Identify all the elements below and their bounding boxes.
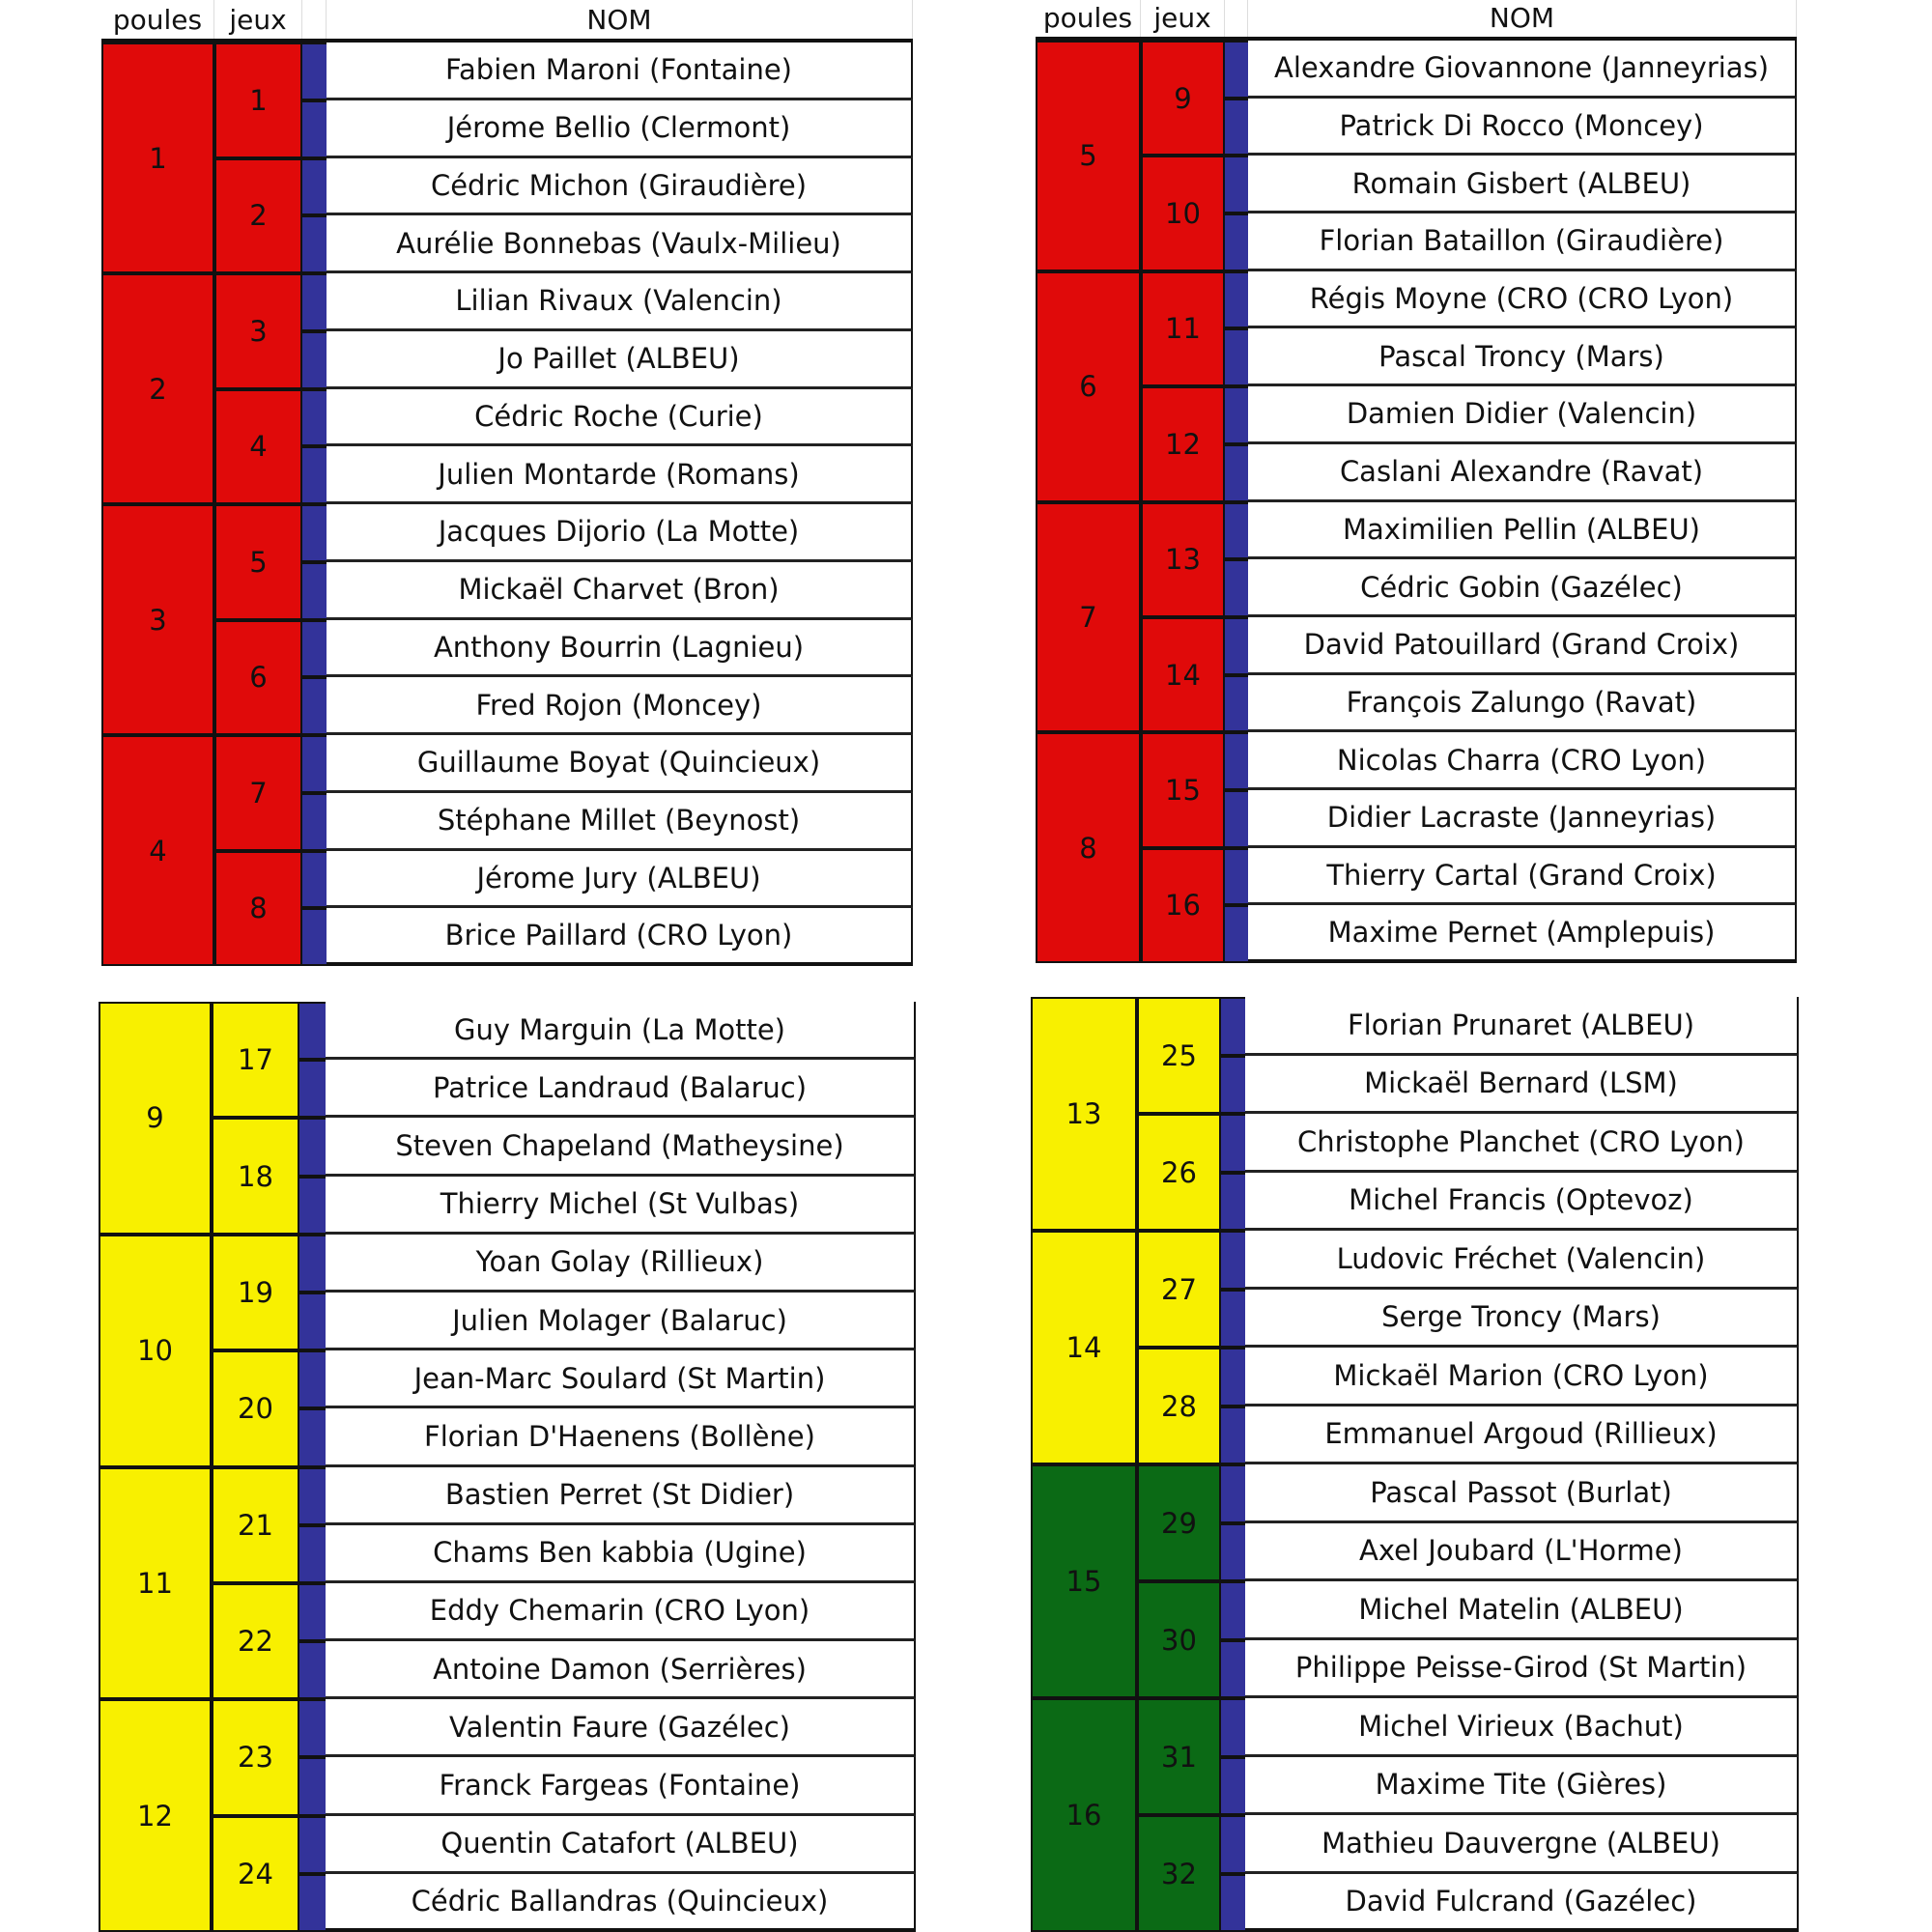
blue-marker xyxy=(299,1002,326,1060)
player-name: Régis Moyne (CRO (CRO Lyon) xyxy=(1248,271,1797,329)
player-name: Romain Gisbert (ALBEU) xyxy=(1248,156,1797,213)
blue-marker xyxy=(302,158,327,216)
player-name: Chams Ben kabbia (Ugine) xyxy=(326,1525,916,1583)
player-name: David Fulcrand (Gazélec) xyxy=(1245,1874,1799,1932)
blue-marker xyxy=(299,1177,326,1235)
jeu-number: 24 xyxy=(212,1816,299,1932)
player-name: Mickaël Bernard (LSM) xyxy=(1245,1056,1799,1115)
player-name: Patrick Di Rocco (Moncey) xyxy=(1248,99,1797,156)
blue-marker xyxy=(1221,1464,1245,1523)
blue-marker xyxy=(302,389,327,447)
blue-marker xyxy=(1221,1581,1245,1640)
blue-marker xyxy=(302,620,327,678)
player-name: Patrice Landraud (Balaruc) xyxy=(326,1060,916,1118)
blue-marker xyxy=(1225,328,1248,386)
blue-marker xyxy=(1221,1173,1245,1232)
blue-marker xyxy=(302,215,327,273)
header-jeux: jeux xyxy=(214,0,302,39)
player-name: Mathieu Dauvergne (ALBEU) xyxy=(1245,1815,1799,1874)
blue-marker xyxy=(299,1408,326,1466)
blue-marker xyxy=(1225,502,1248,560)
player-name: Aurélie Bonnebas (Vaulx-Milieu) xyxy=(327,215,913,273)
player-name: Christophe Planchet (CRO Lyon) xyxy=(1245,1114,1799,1173)
poule-number: 16 xyxy=(1031,1698,1137,1932)
blue-marker xyxy=(1225,444,1248,502)
header-nom: NOM xyxy=(327,0,913,39)
jeu-number: 13 xyxy=(1141,502,1225,617)
jeu-number: 21 xyxy=(212,1467,299,1583)
blue-marker xyxy=(299,1060,326,1118)
blue-marker xyxy=(302,504,327,562)
poule-number: 7 xyxy=(1036,502,1141,733)
player-name: Axel Joubard (L'Horme) xyxy=(1245,1523,1799,1582)
blue-marker xyxy=(299,1757,326,1815)
player-name: Cédric Michon (Giraudière) xyxy=(327,158,913,216)
player-name: Damien Didier (Valencin) xyxy=(1248,386,1797,444)
blue-marker xyxy=(299,1118,326,1176)
poule-number: 1 xyxy=(101,43,214,273)
blue-marker xyxy=(299,1583,326,1641)
blue-marker xyxy=(1225,213,1248,271)
jeu-number: 28 xyxy=(1137,1348,1221,1464)
jeu-number: 27 xyxy=(1137,1231,1221,1348)
player-name: Jean-Marc Soulard (St Martin) xyxy=(326,1350,916,1408)
poule-number: 10 xyxy=(99,1235,212,1467)
player-name: Ludovic Fréchet (Valencin) xyxy=(1245,1231,1799,1290)
poule-number: 3 xyxy=(101,504,214,735)
blue-marker xyxy=(1221,1523,1245,1582)
header-poules: poules xyxy=(1036,0,1141,37)
jeu-number: 9 xyxy=(1141,41,1225,156)
jeu-number: 11 xyxy=(1141,271,1225,386)
jeu-number: 15 xyxy=(1141,732,1225,847)
player-name: Michel Virieux (Bachut) xyxy=(1245,1698,1799,1757)
poule-number: 15 xyxy=(1031,1464,1137,1698)
header-spacer xyxy=(302,0,327,39)
player-name: Antoine Damon (Serrières) xyxy=(326,1641,916,1699)
player-name: Cédric Ballandras (Quincieux) xyxy=(326,1874,916,1932)
jeu-number: 4 xyxy=(214,389,302,505)
player-name: Julien Montarde (Romans) xyxy=(327,446,913,504)
poule-number: 6 xyxy=(1036,271,1141,502)
player-name: Michel Francis (Optevoz) xyxy=(1245,1173,1799,1232)
blue-marker xyxy=(1221,1406,1245,1465)
blue-marker xyxy=(1225,732,1248,790)
player-name: Guillaume Boyat (Quincieux) xyxy=(327,735,913,793)
blue-marker xyxy=(302,43,327,100)
blue-marker xyxy=(302,851,327,909)
player-name: Philippe Peisse-Girod (St Martin) xyxy=(1245,1640,1799,1699)
blue-marker xyxy=(302,677,327,735)
player-name: Florian D'Haenens (Bollène) xyxy=(326,1408,916,1466)
jeu-number: 12 xyxy=(1141,386,1225,501)
blue-marker xyxy=(299,1350,326,1408)
player-name: Jérome Jury (ALBEU) xyxy=(327,851,913,909)
player-name: Bastien Perret (St Didier) xyxy=(326,1467,916,1525)
jeu-number: 32 xyxy=(1137,1815,1221,1932)
header-nom: NOM xyxy=(1248,0,1797,37)
header-spacer xyxy=(1225,0,1248,37)
player-name: Cédric Gobin (Gazélec) xyxy=(1248,559,1797,617)
player-name: Mickaël Marion (CRO Lyon) xyxy=(1245,1348,1799,1406)
jeu-number: 10 xyxy=(1141,156,1225,270)
blue-marker xyxy=(1221,1698,1245,1757)
blue-marker xyxy=(1221,1757,1245,1816)
jeu-number: 1 xyxy=(214,43,302,158)
player-name: Michel Matelin (ALBEU) xyxy=(1245,1581,1799,1640)
player-name: Valentin Faure (Gazélec) xyxy=(326,1699,916,1757)
blue-marker xyxy=(1221,1348,1245,1406)
blue-marker xyxy=(299,1641,326,1699)
jeu-number: 18 xyxy=(212,1118,299,1234)
player-name: Guy Marguin (La Motte) xyxy=(326,1002,916,1060)
jeu-number: 22 xyxy=(212,1583,299,1699)
blue-marker xyxy=(302,331,327,389)
poule-number: 11 xyxy=(99,1467,212,1700)
poule-number: 8 xyxy=(1036,732,1141,963)
poule-number: 12 xyxy=(99,1699,212,1932)
jeu-number: 8 xyxy=(214,851,302,967)
blue-marker xyxy=(1221,997,1245,1056)
player-name: Franck Fargeas (Fontaine) xyxy=(326,1757,916,1815)
blue-marker xyxy=(302,793,327,851)
poule-number: 14 xyxy=(1031,1231,1137,1464)
blue-marker xyxy=(302,100,327,158)
player-name: Caslani Alexandre (Ravat) xyxy=(1248,444,1797,502)
player-name: Thierry Michel (St Vulbas) xyxy=(326,1177,916,1235)
header-poules: poules xyxy=(101,0,214,39)
blue-marker xyxy=(1221,1056,1245,1115)
blue-marker xyxy=(1221,1640,1245,1699)
player-name: Nicolas Charra (CRO Lyon) xyxy=(1248,732,1797,790)
blue-marker xyxy=(1225,386,1248,444)
player-name: Eddy Chemarin (CRO Lyon) xyxy=(326,1583,916,1641)
poule-number: 4 xyxy=(101,735,214,966)
player-name: Fabien Maroni (Fontaine) xyxy=(327,43,913,100)
player-name: Yoan Golay (Rillieux) xyxy=(326,1235,916,1293)
blue-marker xyxy=(302,273,327,331)
jeu-number: 17 xyxy=(212,1002,299,1118)
blue-marker xyxy=(302,735,327,793)
player-name: Maxime Pernet (Amplepuis) xyxy=(1248,905,1797,963)
player-name: Anthony Bourrin (Lagnieu) xyxy=(327,620,913,678)
blue-marker xyxy=(1221,1290,1245,1349)
blue-marker xyxy=(302,908,327,966)
player-name: Florian Bataillon (Giraudière) xyxy=(1248,213,1797,271)
player-name: Mickaël Charvet (Bron) xyxy=(327,562,913,620)
jeu-number: 5 xyxy=(214,504,302,620)
blue-marker xyxy=(1221,1874,1245,1932)
blue-marker xyxy=(302,446,327,504)
player-name: Brice Paillard (CRO Lyon) xyxy=(327,908,913,966)
player-name: Lilian Rivaux (Valencin) xyxy=(327,273,913,331)
jeu-number: 7 xyxy=(214,735,302,851)
blue-marker xyxy=(1221,1114,1245,1173)
jeu-number: 26 xyxy=(1137,1114,1221,1231)
blue-marker xyxy=(302,562,327,620)
player-name: Fred Rojon (Moncey) xyxy=(327,677,913,735)
blue-marker xyxy=(1225,41,1248,99)
player-name: François Zalungo (Ravat) xyxy=(1248,675,1797,733)
player-name: Pascal Troncy (Mars) xyxy=(1248,328,1797,386)
player-name: Didier Lacraste (Janneyrias) xyxy=(1248,790,1797,848)
jeu-number: 31 xyxy=(1137,1698,1221,1815)
player-name: Maxime Tite (Gières) xyxy=(1245,1757,1799,1816)
player-name: Steven Chapeland (Matheysine) xyxy=(326,1118,916,1176)
poule-number: 2 xyxy=(101,273,214,504)
player-name: Stéphane Millet (Beynost) xyxy=(327,793,913,851)
blue-marker xyxy=(1221,1231,1245,1290)
jeu-number: 23 xyxy=(212,1699,299,1815)
blue-marker xyxy=(1225,905,1248,963)
jeu-number: 20 xyxy=(212,1350,299,1466)
blue-marker xyxy=(299,1874,326,1932)
player-name: Alexandre Giovannone (Janneyrias) xyxy=(1248,41,1797,99)
jeu-number: 30 xyxy=(1137,1581,1221,1698)
player-name: Maximilien Pellin (ALBEU) xyxy=(1248,502,1797,560)
player-name: Pascal Passot (Burlat) xyxy=(1245,1464,1799,1523)
jeu-number: 14 xyxy=(1141,617,1225,732)
blue-marker xyxy=(1225,848,1248,906)
blue-marker xyxy=(1225,559,1248,617)
blue-marker xyxy=(1225,617,1248,675)
blue-marker xyxy=(299,1293,326,1350)
player-name: Quentin Catafort (ALBEU) xyxy=(326,1816,916,1874)
poule-number: 13 xyxy=(1031,997,1137,1231)
blue-marker xyxy=(299,1525,326,1583)
player-name: Thierry Cartal (Grand Croix) xyxy=(1248,848,1797,906)
player-name: Florian Prunaret (ALBEU) xyxy=(1245,997,1799,1056)
blue-marker xyxy=(1225,99,1248,156)
jeu-number: 25 xyxy=(1137,997,1221,1114)
player-name: Julien Molager (Balaruc) xyxy=(326,1293,916,1350)
poule-number: 5 xyxy=(1036,41,1141,271)
jeu-number: 3 xyxy=(214,273,302,389)
table-header xyxy=(1036,0,1797,41)
blue-marker xyxy=(1225,675,1248,733)
jeu-number: 19 xyxy=(212,1235,299,1350)
player-name: Emmanuel Argoud (Rillieux) xyxy=(1245,1406,1799,1465)
blue-marker xyxy=(299,1816,326,1874)
blue-marker xyxy=(1225,790,1248,848)
player-name: Jacques Dijorio (La Motte) xyxy=(327,504,913,562)
poule-number: 9 xyxy=(99,1002,212,1235)
blue-marker xyxy=(1225,271,1248,329)
table-header xyxy=(101,0,913,43)
player-name: Jérome Bellio (Clermont) xyxy=(327,100,913,158)
jeu-number: 29 xyxy=(1137,1464,1221,1581)
jeu-number: 16 xyxy=(1141,848,1225,963)
player-name: David Patouillard (Grand Croix) xyxy=(1248,617,1797,675)
player-name: Cédric Roche (Curie) xyxy=(327,389,913,447)
player-name: Serge Troncy (Mars) xyxy=(1245,1290,1799,1349)
header-jeux: jeux xyxy=(1141,0,1225,37)
jeu-number: 2 xyxy=(214,158,302,274)
blue-marker xyxy=(1221,1815,1245,1874)
blue-marker xyxy=(299,1467,326,1525)
blue-marker xyxy=(1225,156,1248,213)
blue-marker xyxy=(299,1235,326,1293)
blue-marker xyxy=(299,1699,326,1757)
jeu-number: 6 xyxy=(214,620,302,736)
player-name: Jo Paillet (ALBEU) xyxy=(327,331,913,389)
